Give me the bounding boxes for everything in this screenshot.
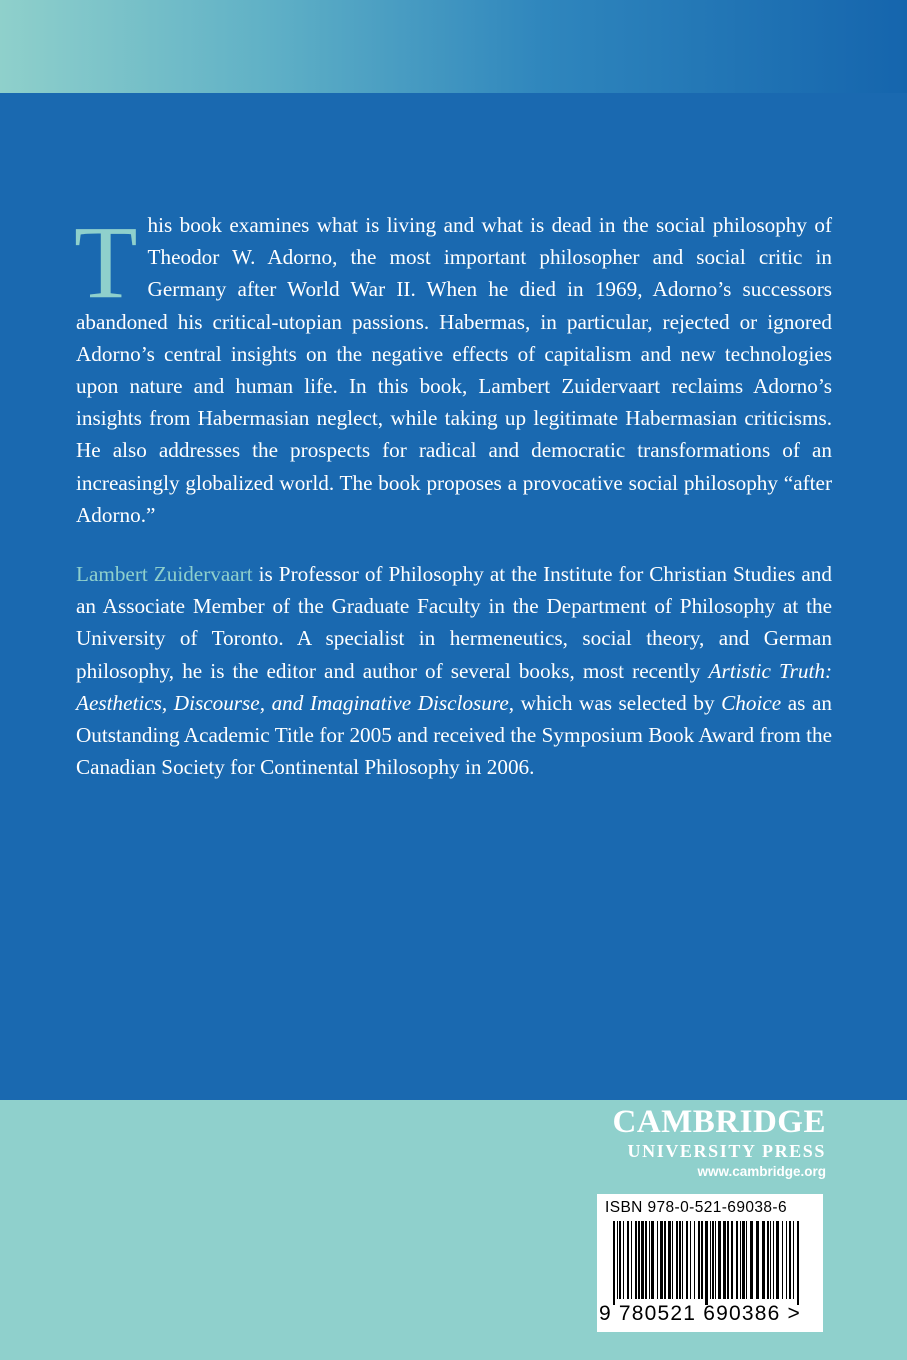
bio-text-2: , which was selected by [508,690,722,715]
description-text: his book examines what is living and what is dead in the social philosophy of Theodor W. Adorno, the most important philosopher and social critic in Germany after World War II. When he died in 1969, Adorno’s successors abandoned his critical-utopian passions. Habermas, in particular, rejected or ignored Adorno’s central insights on the negative effects of capitalism and new technologies upon nature and human life. In this book, Lambert Zuidervaart reclaims Adorno’s insights from Habermasian neglect, while taking up legitimate Habermasian criticisms. He also addresses the prospects for radical and democratic transformations of an increasingly globalized world. The book proposes a provocative social philosophy “after Adorno.” [76,213,832,527]
barcode-icon [603,1221,817,1305]
drop-cap: T [74,205,138,320]
author-bio [76,558,832,783]
publisher-url: www.cambridge.org [697,1164,826,1179]
bio-choice: Choice [721,690,782,715]
isbn-label: ISBN 978-0-521-69038-6 [605,1199,787,1216]
bio-text-1: is Professor of Philosophy at the Institute for Christian Studies and an Associate Member of the Graduate Faculty in the Department of Philosophy at the University of Toronto. A specialist in hermeneutics, social theory, and German philosophy, he is the editor and author of several books, most recently [76,562,832,683]
book-description [74,205,832,531]
bio-text-3: as an Outstanding Academic Title for 2005 and received the Symposium Book Award from the Canadian Society for Continental Philosophy in 2006. [76,690,832,780]
publisher-subtitle: UNIVERSITY PRESS [627,1141,826,1161]
author-name: Lambert Zuidervaart [76,562,253,587]
bio-book-title: Artistic Truth: Aesthetics, Discourse, and Imaginative Disclosure [76,658,832,715]
publisher-name: CAMBRIDGE [612,1104,826,1140]
barcode-digits: 9 780521 690386 > [599,1302,801,1325]
back-cover-text [74,205,832,783]
barcode-box [597,1194,823,1332]
publisher-logo [596,1104,826,1182]
top-gradient-band [0,0,907,93]
